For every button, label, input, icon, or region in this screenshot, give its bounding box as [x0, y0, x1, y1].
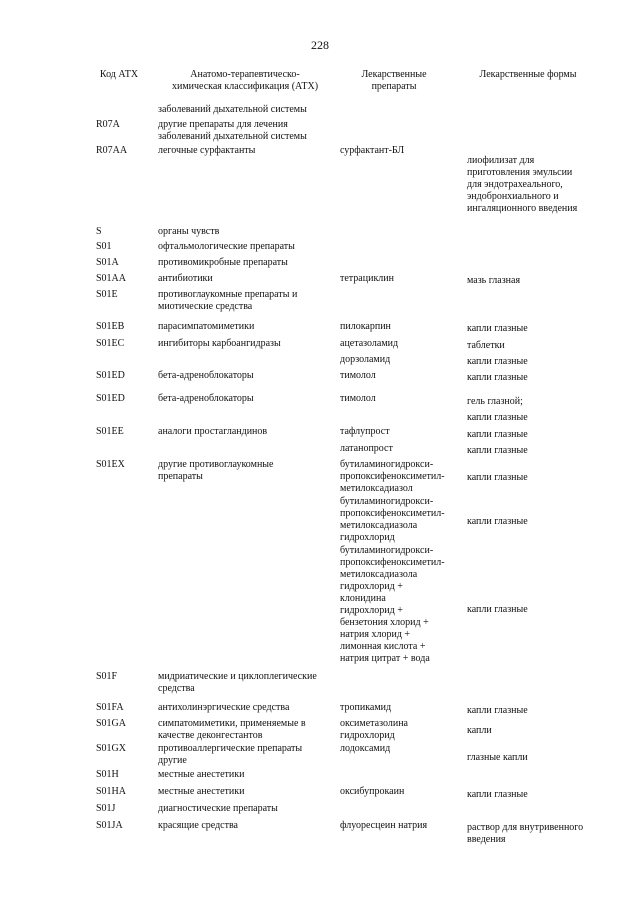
- table-cell-drug: лодоксамид: [340, 743, 391, 754]
- table-cell-form: капли: [467, 725, 492, 736]
- table-cell-drug: тропикамид: [340, 702, 392, 713]
- table-cell-code: S01A: [96, 257, 119, 268]
- table-cell-form: раствор для внутривенного введения: [467, 822, 584, 845]
- header-drugs: Лекарственные препараты: [361, 69, 427, 92]
- table-cell-form: капли глазные: [467, 445, 528, 456]
- table-cell-drug: дорзоламид: [340, 354, 391, 365]
- table-cell-drug: оксиметазолина гидрохлорид: [340, 718, 408, 741]
- table-cell-classification: другие противоглаукомные препараты: [158, 459, 274, 482]
- table-cell-classification: органы чувств: [158, 226, 220, 237]
- table-cell-form: мазь глазная: [467, 275, 521, 286]
- table-cell-drug: оксибупрокаин: [340, 786, 405, 797]
- table-cell-classification: местные анестетики: [158, 786, 245, 797]
- table-cell-code: S: [96, 226, 102, 237]
- table-cell-classification: противоаллергические препараты другие: [158, 743, 303, 766]
- table-cell-form: глазные капли: [467, 752, 528, 763]
- table-cell-code: S01H: [96, 769, 119, 780]
- table-cell-code: S01GA: [96, 718, 127, 729]
- table-cell-classification: противоглаукомные препараты и миотические средства: [158, 289, 298, 312]
- table-cell-drug: бутиламиногидрокси- пропоксифеноксиметил- метилоксадиазола гидрохлорид: [340, 496, 445, 543]
- table-cell-code: S01FA: [96, 702, 124, 713]
- table-cell-form: лиофилизат для приготовления эмульсии для эндотрахеального, эндобронхиального и ингаляционного введения: [467, 155, 578, 214]
- table-cell-classification: противомикробные препараты: [158, 257, 288, 268]
- header-forms: Лекарственные формы: [479, 69, 577, 80]
- table-cell-form: капли глазные: [467, 472, 528, 483]
- table-cell-code: S01AA: [96, 273, 127, 284]
- table-cell-drug: бутиламиногидрокси- пропоксифеноксиметил- метилоксадиазол: [340, 459, 445, 494]
- table-cell-drug: сурфактант-БЛ: [340, 145, 405, 156]
- table-cell-form: капли глазные: [467, 412, 528, 423]
- table-cell-form: капли глазные: [467, 323, 528, 334]
- table-cell-code: S01EE: [96, 426, 124, 437]
- table-cell-form: капли глазные: [467, 604, 528, 615]
- table-cell-classification: аналоги простагландинов: [158, 426, 268, 437]
- table-cell-code: R07AA: [96, 145, 128, 156]
- table-cell-code: R07A: [96, 119, 120, 130]
- table-cell-drug: латанопрост: [340, 443, 393, 454]
- table-cell-form: капли глазные: [467, 372, 528, 383]
- table-cell-code: S01ED: [96, 370, 125, 381]
- table-cell-code: S01EB: [96, 321, 125, 332]
- table-cell-classification: мидриатические и циклоплегические средства: [158, 671, 317, 694]
- table-cell-form: капли глазные: [467, 789, 528, 800]
- table-cell-classification: диагностические препараты: [158, 803, 278, 814]
- header-classification: Анатомо-терапевтическо- химическая классификация (АТХ): [171, 69, 319, 92]
- table-cell-classification: бета-адреноблокаторы: [158, 393, 254, 404]
- table-cell-drug: пилокарпин: [340, 321, 391, 332]
- table-cell-code: S01J: [96, 803, 116, 814]
- table-cell-code: S01JA: [96, 820, 123, 831]
- table-cell-form: капли глазные: [467, 429, 528, 440]
- page-number: 228: [311, 38, 329, 52]
- table-cell-classification: антихолинэргические средства: [158, 702, 290, 713]
- table-cell-drug: бутиламиногидрокси- пропоксифеноксиметил- метилоксадиазола гидрохлорид + клонидина гидрохлорид + бензетония хлорид + натрия хлорид + лимонная кислота + натрия цитрат + вода: [340, 545, 445, 664]
- table-cell-classification: офтальмологические препараты: [158, 241, 295, 252]
- table-cell-drug: флуоресцеин натрия: [340, 820, 428, 831]
- table-cell-drug: ацетазоламид: [340, 338, 399, 349]
- table-cell-code: S01HA: [96, 786, 127, 797]
- table-cell-code: S01F: [96, 671, 118, 682]
- table-cell-code: S01GX: [96, 743, 127, 754]
- table-cell-form: гель глазной;: [467, 396, 523, 407]
- table-cell-classification: симпатомиметики, применяемые в качестве деконгестантов: [158, 718, 306, 741]
- table-cell-classification: парасимпатомиметики: [158, 321, 255, 332]
- table-cell-classification: заболеваний дыхательной системы: [158, 104, 307, 115]
- table-cell-classification: другие препараты для лечения заболеваний дыхательной системы: [158, 119, 307, 142]
- table-cell-form: таблетки: [467, 340, 505, 351]
- table-cell-classification: местные анестетики: [158, 769, 245, 780]
- table-cell-form: капли глазные: [467, 705, 528, 716]
- table-cell-classification: антибиотики: [158, 273, 213, 284]
- table-cell-form: капли глазные: [467, 516, 528, 527]
- table-cell-code: S01EX: [96, 459, 125, 470]
- table-cell-drug: тетрациклин: [340, 273, 394, 284]
- table-cell-drug: тимолол: [340, 393, 376, 404]
- table-cell-form: капли глазные: [467, 356, 528, 367]
- header-code: Код АТХ: [99, 69, 139, 80]
- table-cell-drug: тафлупрост: [340, 426, 390, 437]
- table-cell-code: S01ED: [96, 393, 125, 404]
- table-cell-classification: легочные сурфактанты: [158, 145, 256, 156]
- table-cell-drug: тимолол: [340, 370, 376, 381]
- table-cell-code: S01E: [96, 289, 118, 300]
- table-cell-classification: красящие средства: [158, 820, 238, 831]
- table-cell-code: S01: [96, 241, 112, 252]
- table-cell-classification: бета-адреноблокаторы: [158, 370, 254, 381]
- table-cell-classification: ингибиторы карбоангидразы: [158, 338, 281, 349]
- table-cell-code: S01EC: [96, 338, 125, 349]
